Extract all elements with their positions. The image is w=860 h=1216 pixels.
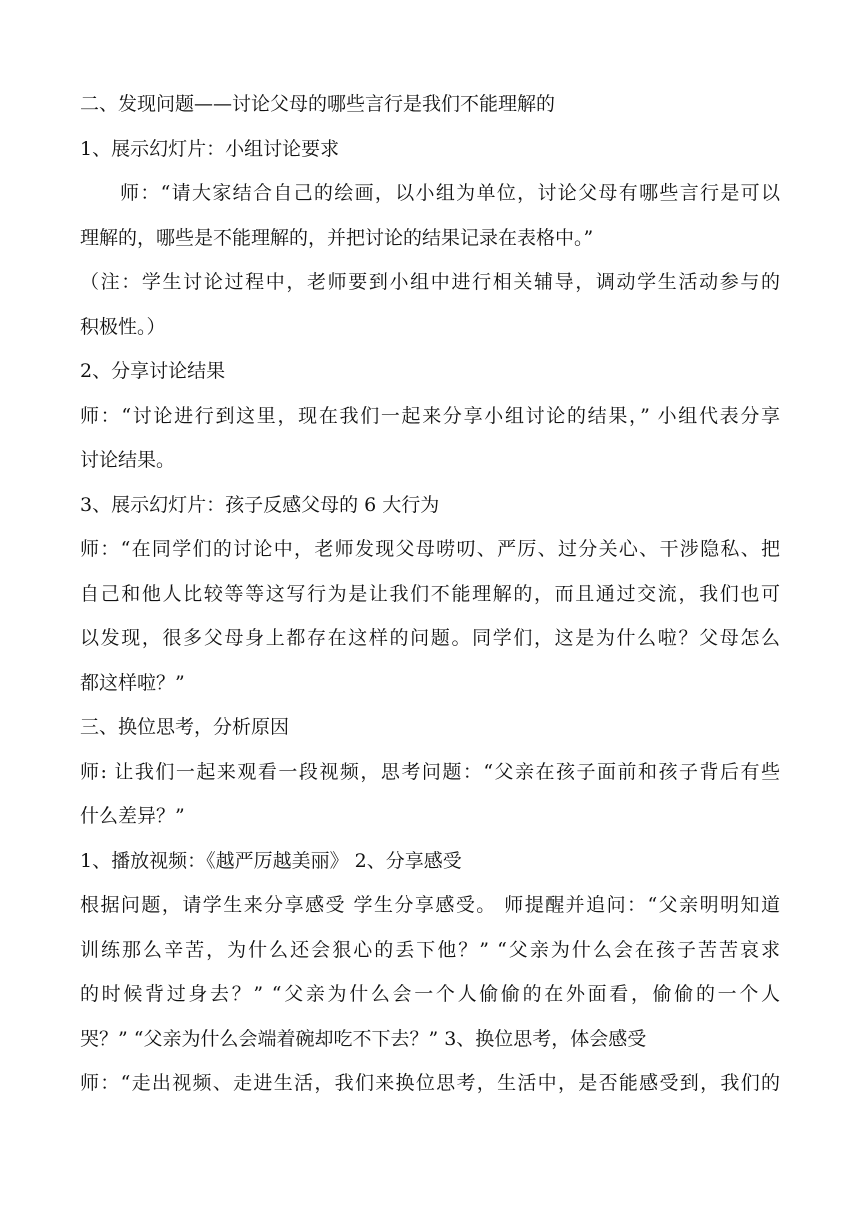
paragraph-line: 什么差异？” [80, 805, 185, 827]
step-2-heading: 2、分享讨论结果 [80, 360, 226, 382]
paragraph-line: 师：“讨论进行到这里，现在我们一起来分享小组讨论的结果，” 小组代表分享 [80, 404, 780, 427]
paragraph-line: 师：“在同学们的讨论中，老师发现父母唠叨、严厉、过分关心、干涉隐私、把 [80, 538, 780, 560]
paragraph-line: 都这样啦？” [80, 671, 185, 694]
paragraph-line: 哭？” “父亲为什么会端着碗却吃不下去？” 3、换位思考，体会感受 [80, 1027, 647, 1050]
paragraph-line: 以发现，很多父母身上都存在这样的问题。同学们，这是为什么啦？父母怎么 [80, 627, 780, 649]
paragraph-line: 的时候背过身去？” “父亲为什么会一个人偷偷的在外面看，偷偷的一个人 [80, 983, 780, 1005]
step-3-heading: 3、展示幻灯片：孩子反感父母的 6 大行为 [80, 493, 440, 516]
paragraph-line: 自己和他人比较等等这写行为是让我们不能理解的，而且通过交流，我们也可 [80, 582, 780, 605]
step-1-heading: 1、展示幻灯片：小组讨论要求 [80, 137, 340, 160]
paragraph-line: 理解的，哪些是不能理解的，并把讨论的结果记录在表格中。” [80, 226, 594, 249]
paragraph-line: 讨论结果。 [80, 449, 176, 471]
note-line: （注：学生讨论过程中，老师要到小组中进行相关辅导，调动学生活动参与的 [80, 271, 780, 293]
paragraph-line: 训练那么辛苦，为什么还会狠心的丢下他？” “父亲为什么会在孩子苦苦哀求 [80, 938, 780, 961]
paragraph-line: 根据问题，请学生来分享感受 学生分享感受。 师提醒并追问：“父亲明明知道 [80, 894, 780, 916]
heading-section-2: 二、发现问题——讨论父母的哪些言行是我们不能理解的 [80, 93, 556, 115]
paragraph-line: 师：“走出视频、走进生活，我们来换位思考，生活中，是否能感受到，我们的 [80, 1072, 780, 1094]
step-heading-video: 1、播放视频：《越严厉越美丽》 2、分享感受 [80, 849, 462, 872]
paragraph-line: 师: 让我们一起来观看一段视频，思考问题：“父亲在孩子面前和孩子背后有些 [80, 760, 780, 783]
paragraph-line: 师：“请大家结合自己的绘画，以小组为单位，讨论父母有哪些言行是可以 [120, 182, 780, 204]
document-page [80, 82, 780, 1106]
note-line: 积极性。） [80, 315, 166, 338]
heading-section-3: 三、换位思考，分析原因 [80, 716, 290, 738]
